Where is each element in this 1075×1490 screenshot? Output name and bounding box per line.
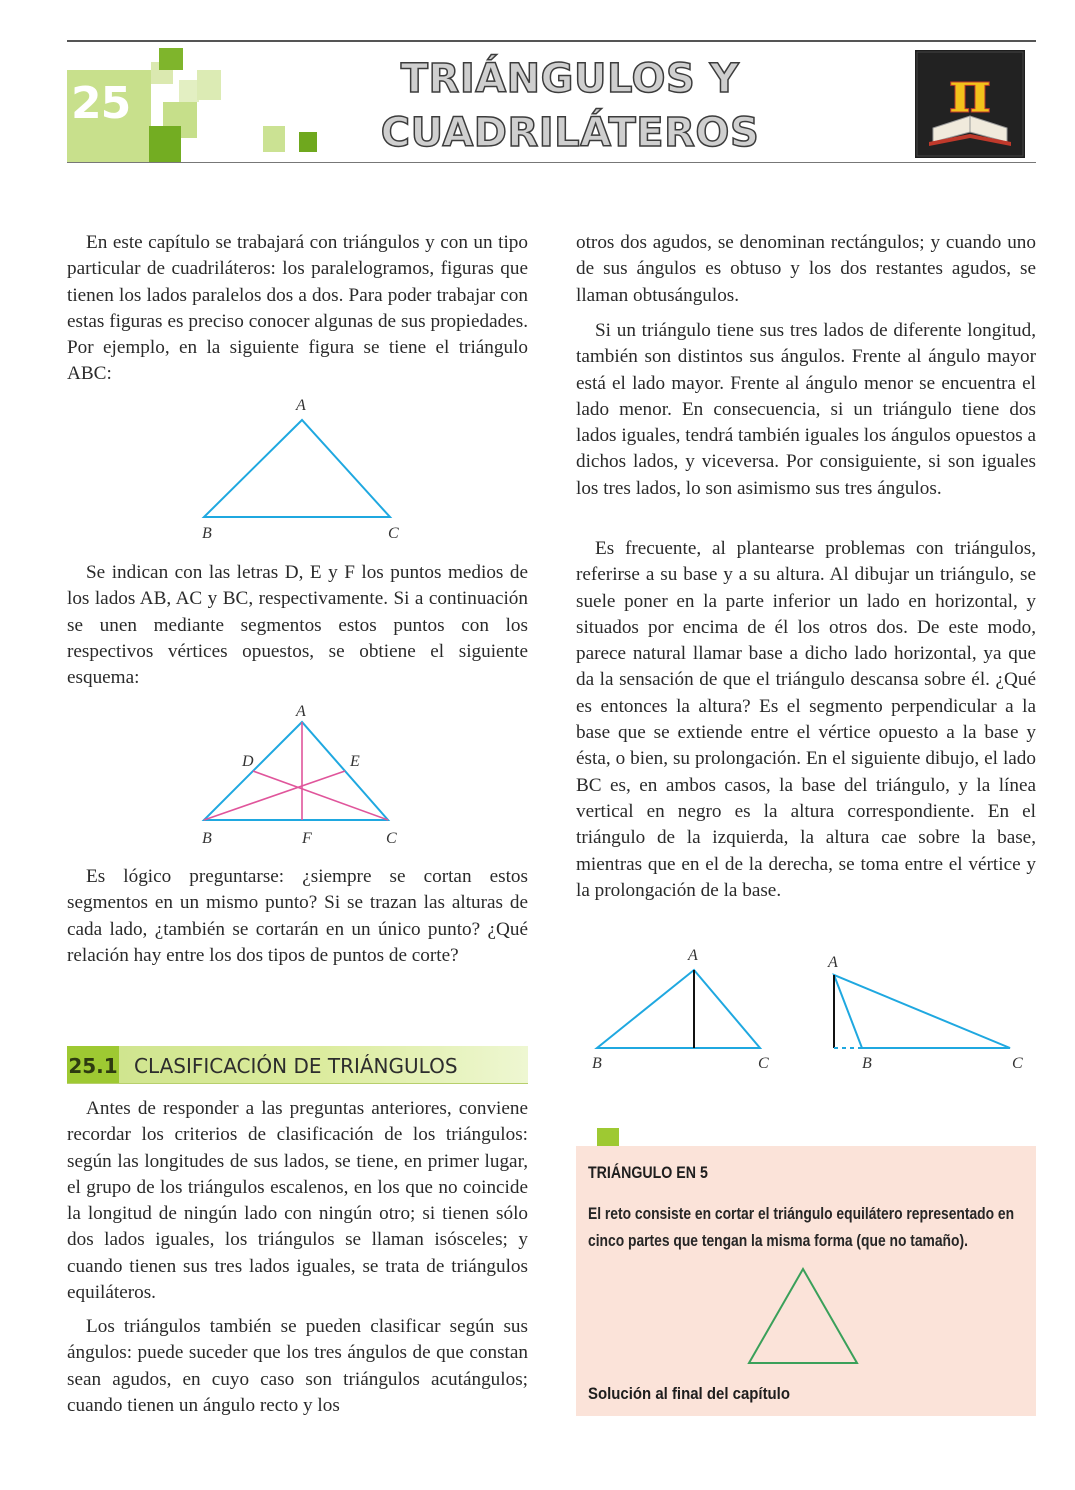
intro-paragraph: En este capítulo se trabajará con triángulos y con un tipo particular de cuadriláteros: los paralelogramos, figuras que tienen los lados paralelos dos a dos. Para poder trabajar con estas figuras es preciso conocer algunas de sus propiedades. Por ejemplo, en la siguiente figura se tiene el triángulo ABC: (67, 232, 528, 385)
vertex-label-c: C (1012, 1055, 1023, 1072)
acute-triangle-height-figure (585, 940, 785, 1075)
triangle-abc (204, 722, 388, 820)
triangle-abc (597, 970, 760, 1048)
challenge-text: El reto consiste en cortar el triángulo equilátero representado en cinco partes que tengan la misma forma (que no tamaño). (588, 1205, 1015, 1250)
header-bottom-rule (67, 162, 1036, 163)
midpoints-paragraph: Se indican con las letras D, E y F los puntos medios de los lados AB, AC y BC, respectivamente. Si a continuación se unen mediante segmentos estos puntos con los respectivos vértices opuestos, se obtiene el siguiente esquema: (67, 562, 528, 689)
vertex-label-b: B (202, 830, 212, 847)
questions-paragraph: Es lógico preguntarse: ¿siempre se cortan estos segmentos en un mismo punto? Si se trazan las alturas de cada lado, ¿también se cortarán en un único punto? ¿Qué relación hay entre los dos tipos de puntos de corte? (67, 866, 528, 966)
vertex-label-c: C (758, 1055, 769, 1072)
vertex-label-a: A (296, 703, 306, 720)
svg-text:π: π (948, 58, 992, 126)
midpoint-label-f: F (302, 830, 312, 847)
vertex-label-b: B (592, 1055, 602, 1072)
midpoint-label-d: D (242, 753, 254, 770)
classification-paragraph: Antes de responder a las preguntas anteriores, conviene recordar los criterios de clasificación de los triángulos: según las longitudes de sus lados, se tiene, en primer lugar, el grupo de los triángulos escalenos, en los que no coincide la longitud de ningún lado con ningún otro; si tienen sólo dos lados iguales, los triángulos se llaman isósceles; y cuando tienen sus tres lados iguales, se trata de triángulos equiláteros. (67, 1098, 528, 1304)
page-title-line2: CUADRILÁTEROS (380, 110, 760, 156)
section-title: CLASIFICACIÓN DE TRIÁNGULOS (134, 1054, 458, 1078)
solution-note: Solución al final del capítulo (588, 1384, 790, 1403)
midpoint-label-e: E (350, 753, 360, 770)
triangle-abc (834, 975, 1010, 1048)
triangle-abc-figure (190, 392, 420, 547)
vertex-label-a: A (296, 397, 306, 414)
vertex-label-a: A (688, 947, 698, 964)
vertex-label-c: C (388, 525, 399, 542)
pi-book-icon (915, 50, 1025, 158)
vertex-label-a: A (828, 954, 838, 971)
right-paragraph-1: otros dos agudos, se denominan rectángulos; y cuando uno de sus ángulos es obtuso y los dos restantes agudos, se llaman obtusángulos. (576, 232, 1036, 306)
right-paragraph-2: Si un triángulo tiene sus tres lados de diferente longitud, también son distintos sus ángulos. Frente al ángulo mayor está el lado mayor. Frente al ángulo menor se encuentra el lado menor. En consecuencia, si un triángulo tiene dos lados iguales, tendrá también iguales los ángulos opuestos a dichos lados, y viceversa. Por consiguiente, si son iguales los tres lados, lo son asimismo sus tres ángulos. (576, 320, 1036, 499)
vertex-label-b: B (202, 525, 212, 542)
triangle-abc (204, 420, 390, 517)
page-title-line1: TRIÁNGULOS Y (400, 56, 740, 102)
challenge-title: TRIÁNGULO EN 5 (588, 1164, 708, 1182)
section-heading (67, 1046, 528, 1084)
angles-paragraph: Los triángulos también se pueden clasificar según sus ángulos: puede suceder que los tres ángulos de que constan sean agudos, en cuyo caso son triángulos acutángulos; cuando tienen un ángulo recto y los (67, 1316, 528, 1416)
section-number: 25.1 (67, 1046, 119, 1083)
obtuse-triangle-height-figure (820, 945, 1040, 1075)
equilateral-triangle (746, 1264, 866, 1369)
medians-figure (190, 700, 420, 855)
challenge-box (576, 1146, 1036, 1416)
vertex-label-c: C (386, 830, 397, 847)
right-paragraph-3: Es frecuente, al plantearse problemas con triángulos, referirse a su base y a su altura. Al dibujar un triángulo, se suele poner en la parte inferior un lado en horizontal, y situados por encima de él los otros dos. De este modo, parece natural llamar base a dicho lado horizontal, ya que da la sensación de que el triángulo descansa sobre él. ¿Qué es entonces la altura? Es el segmento perpendicular a la base que se extiende entre el vértice opuesto a la base y ésta, o bien, su prolongación. En el siguiente dibujo, el lado BC es, en ambos casos, la base del triángulo, y la línea vertical en negro es la altura correspondiente. En el triángulo de la izquierda, la altura cae sobre la base, mientras que en el de la derecha, se toma entre el vértice y la prolongación de la base. (576, 538, 1036, 901)
chapter-number: 25 (71, 78, 131, 129)
chapter-badge (67, 40, 327, 162)
vertex-label-b: B (862, 1055, 872, 1072)
